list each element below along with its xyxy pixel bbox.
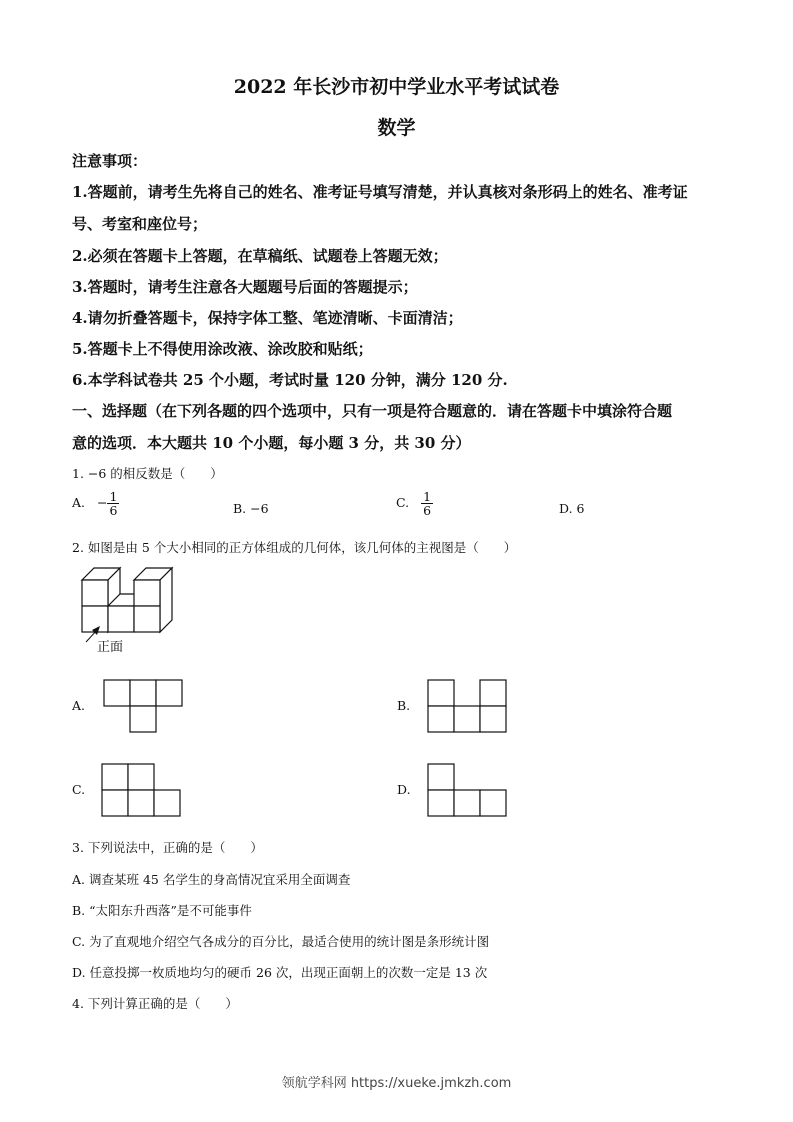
option-a-denominator: 6 — [109, 503, 118, 519]
question-2-option-b-figure[interactable] — [427, 679, 507, 733]
note-item-1-line-1: 1.答题前，请考生先将自己的姓名、准考证号填写清楚，并认真核对条形码上的姓名、准考证 — [72, 183, 688, 201]
cube-solid-figure — [70, 566, 190, 658]
question-1-option-a — [72, 490, 119, 517]
question-3-option-d: D. 任意投掷一枚质地均匀的硬币 26 次，出现正面朝上的次数一定是 13 次 — [72, 965, 488, 980]
exam-title: 2022 年长沙市初中学业水平考试试卷 — [233, 76, 560, 98]
option-c-numerator: 1 — [423, 489, 432, 504]
note-item-5: 5.答题卡上不得使用涂改液、涂改胶和贴纸； — [72, 340, 373, 358]
section-1-heading-line-1: 一、选择题（在下列各题的四个选项中，只有一项是符合题意的．请在答题卡中填涂符合题 — [72, 402, 673, 420]
note-item-2: 2.必须在答题卡上答题，在草稿纸、试题卷上答题无效； — [72, 247, 448, 265]
question-2-option-b-label: B. — [397, 698, 411, 713]
question-2-option-a-figure[interactable] — [103, 679, 183, 733]
question-4-stem: 4. 下列计算正确的是（ ） — [72, 996, 238, 1011]
option-c-label: C. — [396, 495, 410, 511]
option-a-numerator: 1 — [109, 489, 118, 504]
option-a-sign: − — [97, 495, 108, 511]
section-1-heading-line-2: 意的选项．本大题共 10 个小题，每小题 3 分，共 30 分） — [72, 434, 471, 452]
question-3-option-c: C. 为了直观地介绍空气各成分的百分比，最适合使用的统计图是条形统计图 — [72, 934, 490, 949]
question-1-option-b: B. −6 — [233, 501, 269, 516]
option-c-denominator: 6 — [423, 503, 432, 519]
note-item-4: 4.请勿折叠答题卡，保持字体工整、笔迹清晰、卡面清洁； — [72, 309, 463, 327]
question-3-option-a: A. 调查某班 45 名学生的身高情况宜采用全面调查 — [72, 872, 351, 887]
subject-title: 数学 — [377, 117, 416, 139]
question-2-option-d-label: D. — [397, 782, 411, 797]
question-1-option-d: D. 6 — [559, 501, 585, 516]
question-2-option-a-label: A. — [72, 698, 86, 713]
question-2-stem: 2. 如图是由 5 个大小相同的正方体组成的几何体，该几何体的主视图是（ ） — [72, 540, 517, 555]
question-2-option-c-figure[interactable] — [101, 763, 181, 817]
note-item-3: 3.答题时，请考生注意各大题题号后面的答题提示； — [72, 278, 418, 296]
question-1-option-c — [396, 490, 433, 517]
note-item-6: 6.本学科试卷共 25 个小题，考试时量 120 分钟，满分 120 分. — [72, 371, 508, 389]
question-1-stem: 1. −6 的相反数是（ ） — [72, 466, 223, 481]
note-item-1-line-2: 号、考室和座位号； — [72, 215, 208, 233]
front-view-label: 正面 — [97, 640, 124, 655]
option-a-label: A. — [72, 495, 86, 511]
notes-heading: 注意事项： — [72, 152, 148, 170]
option-a-fraction — [107, 490, 119, 517]
question-2-option-c-label: C. — [72, 782, 86, 797]
question-2-option-d-figure[interactable] — [427, 763, 507, 817]
question-3-stem: 3. 下列说法中，正确的是（ ） — [72, 840, 263, 855]
option-c-fraction — [421, 490, 433, 517]
question-3-option-b: B. “太阳东升西落”是不可能事件 — [72, 903, 252, 918]
footer-watermark: 领航学科网 https://xueke.jmkzh.com — [281, 1076, 512, 1091]
